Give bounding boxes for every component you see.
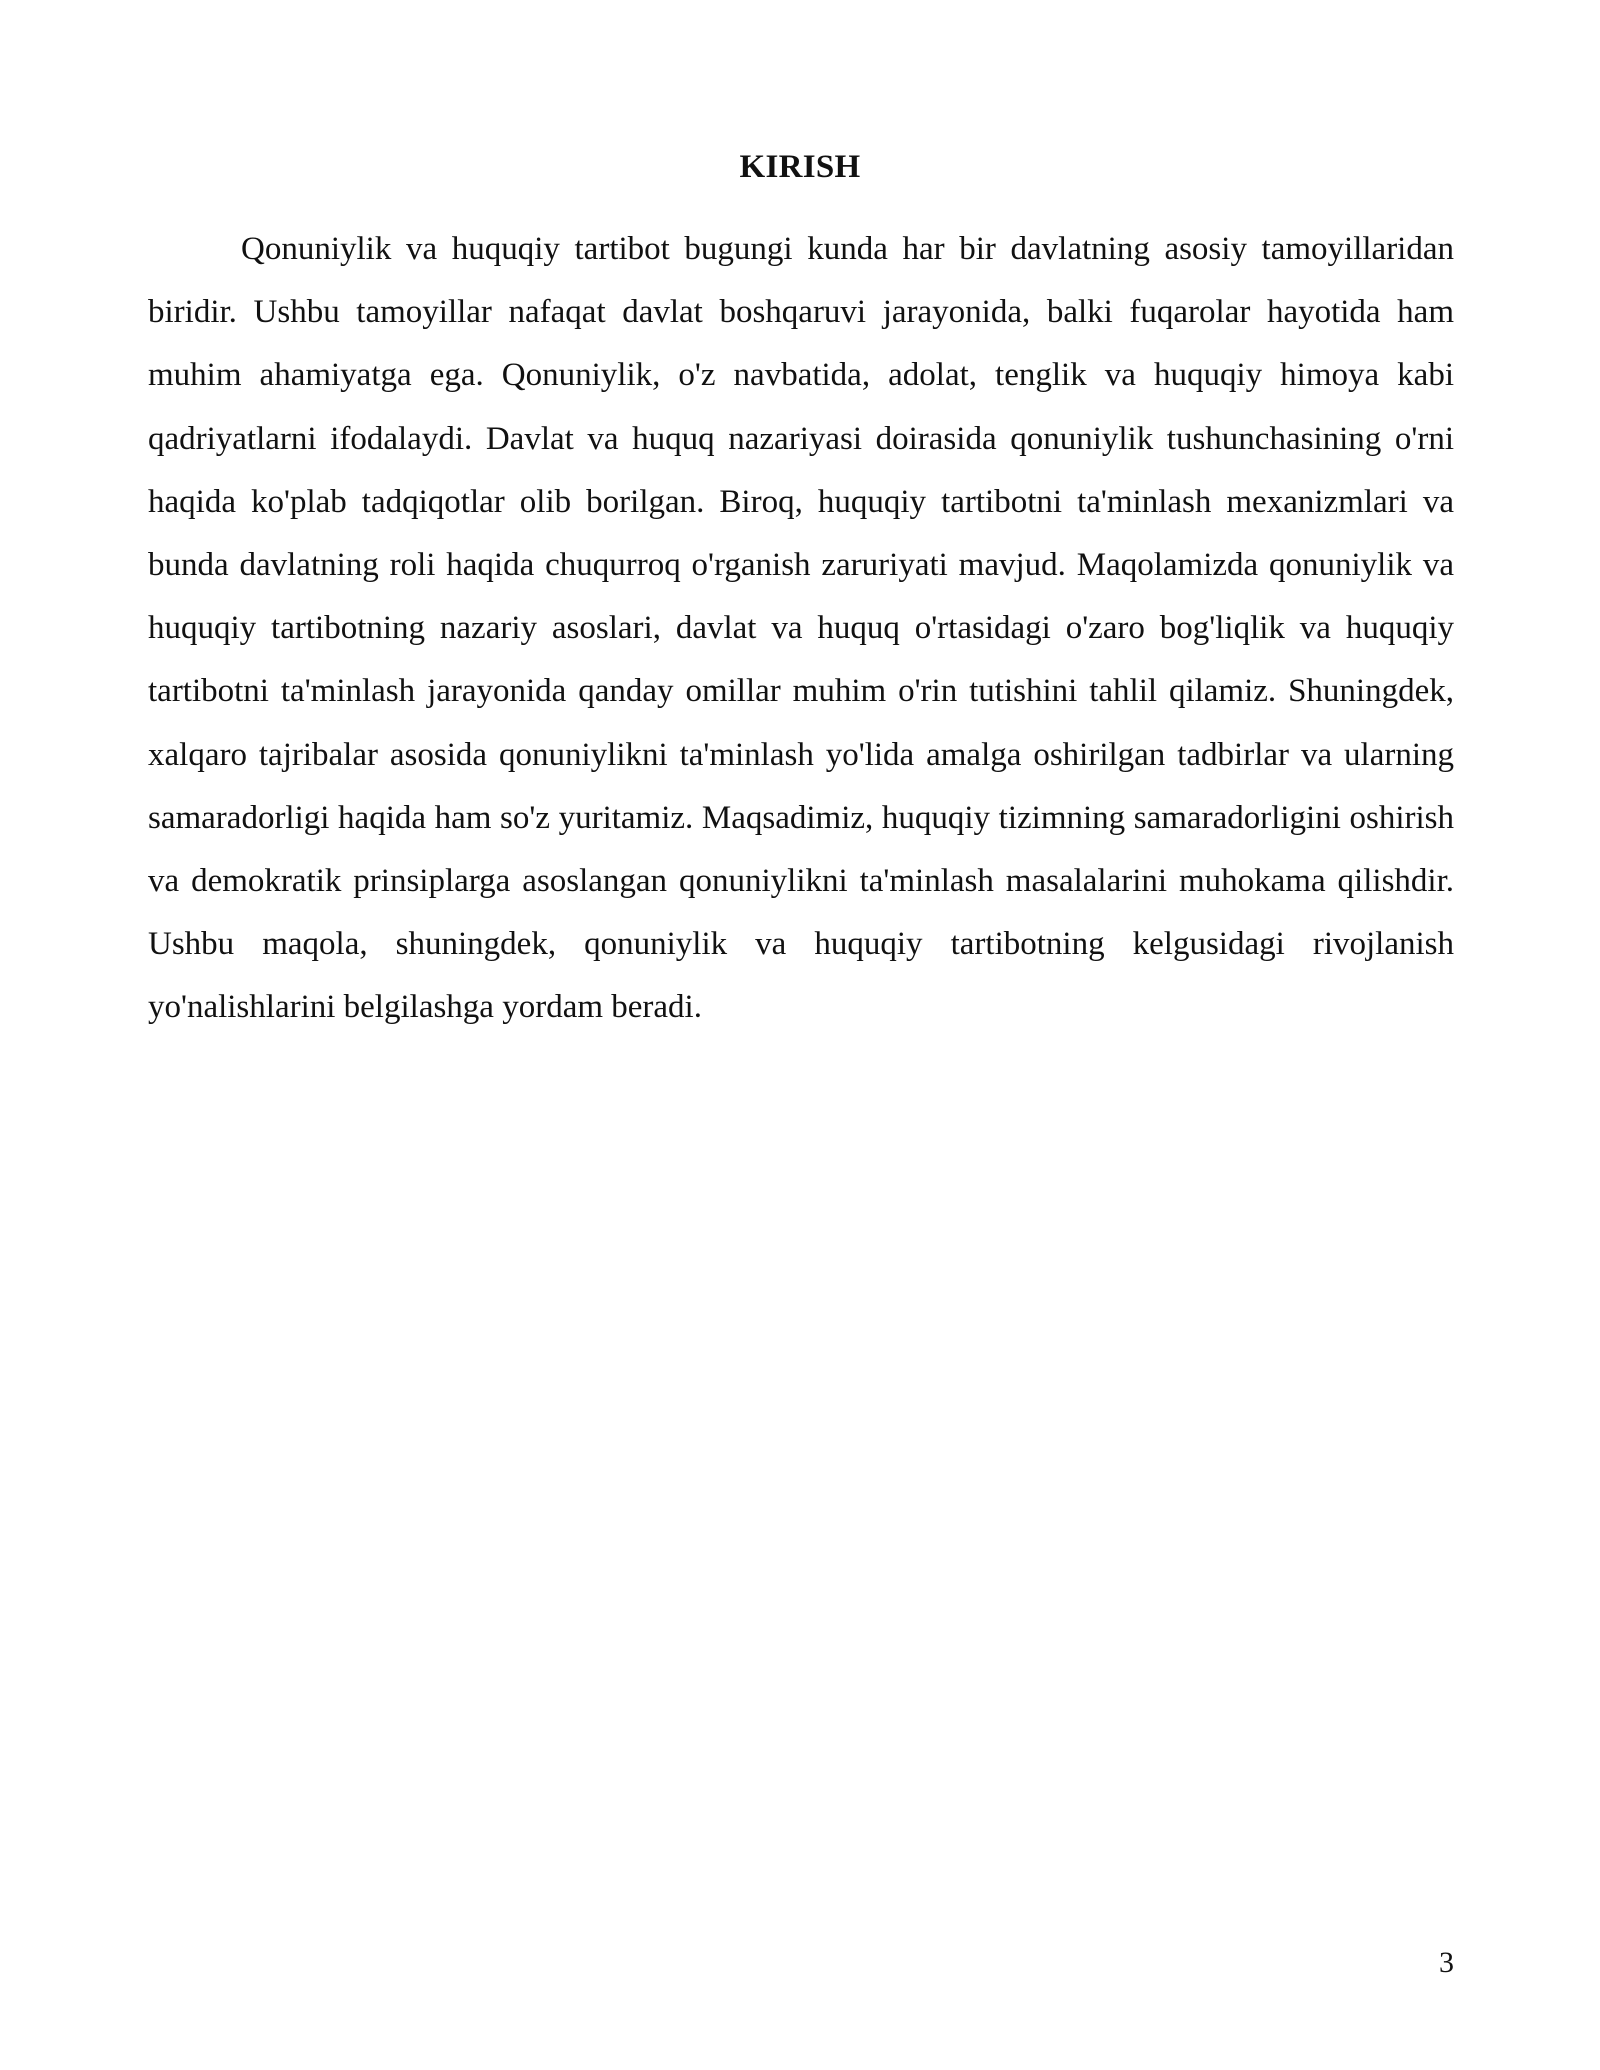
body-paragraph: Qonuniylik va huquqiy tartibot bugungi kunda har bir davlatning asosiy tamoyillaridan biridir. Ushbu tamoyillar nafaqat davlat boshqaruvi jarayonida, balki fuqarolar hayotida ham muhim ahamiyatga ega. Qonuniylik, o'z navbatida, adolat, tenglik va huquqiy himoya kabi qadriyatlarni ifodalaydi. Davlat va huquq nazariyasi doirasida qonuniylik tushunchasining o'rni haqida ko'plab tadqiqotlar olib borilgan. Biroq, huquqiy tartibotni ta'minlash mexanizmlari va bunda davlatning roli haqida chuqurroq o'rganish zaruriyati mavjud. Maqolamizda qonuniylik va huquqiy tartibotning nazariy asoslari, davlat va huquq o'rtasidagi o'zaro bog'liqlik va huquqiy tartibotni ta'minlash jarayonida qanday omillar muhim o'rin tutishini tahlil qilamiz. Shuningdek, xalqaro tajribalar asosida qonuniylikni ta'minlash yo'lida amalga oshirilgan tadbirlar va ularning samaradorligi haqida ham so'z yuritamiz. Maqsadimiz, huquqiy tizimning samaradorligini oshirish va demokratik prinsiplarga asoslangan qonuniylikni ta'minlash masalalarini muhokama qilishdir. Ushbu maqola, shuningdek, qonuniylik va huquqiy tartibotning kelgusidagi rivojlanish yo'nalishlarini belgilashga yordam beradi. bbox=[148, 231, 1454, 1026]
section-heading: KIRISH bbox=[739, 149, 861, 185]
page-number: 3 bbox=[1439, 1946, 1454, 1979]
